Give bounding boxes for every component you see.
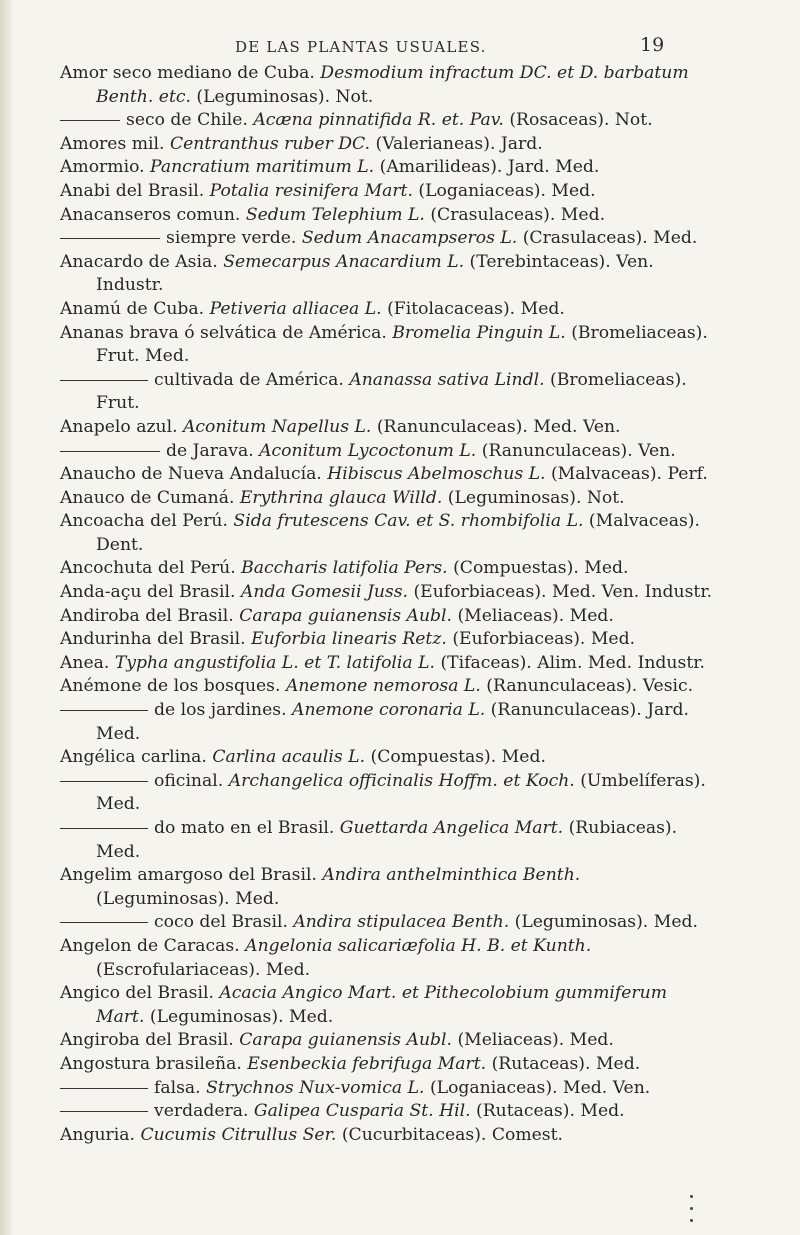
family-and-uses: (Cucurbitaceas). Comest. <box>336 1124 563 1145</box>
scientific-name: Carlina acaulis L. <box>212 747 366 768</box>
family-and-uses: (Umbelíferas). Med. <box>96 770 706 815</box>
family-and-uses: (Bromeliaceas). Frut. <box>96 369 687 414</box>
dictionary-entry <box>0 581 716 605</box>
family-and-uses: (Crasulaceas). Med. <box>424 204 606 225</box>
dictionary-entry <box>0 982 716 1029</box>
family-and-uses: (Rosaceas). Not. <box>503 110 653 131</box>
common-name: Angiroba del Brasil. <box>60 1030 240 1051</box>
dictionary-entry <box>0 251 716 298</box>
scientific-name: Strychnos Nux-vomica L. <box>206 1077 425 1098</box>
common-name: Anaucho de Nueva Andalucía. <box>60 464 328 485</box>
family-and-uses: (Loganiaceas). Med. <box>412 180 596 201</box>
dictionary-entry <box>0 109 716 133</box>
common-name: coco del Brasil. <box>154 912 294 933</box>
dictionary-entry <box>0 746 716 770</box>
common-name: Angelim amargoso del Brasil. <box>60 865 323 886</box>
repeat-dash <box>60 1111 148 1112</box>
common-name: Ananas brava ó selvática de América. <box>60 322 393 343</box>
scientific-name: Erythrina glauca Willd. <box>239 487 443 508</box>
scientific-name: Potalia resinifera Mart. <box>209 180 413 201</box>
family-and-uses: (Meliaceas). Med. <box>451 1030 614 1051</box>
dictionary-entry <box>0 1053 716 1077</box>
dictionary-entry <box>0 369 716 416</box>
scientific-name: Typha angustifolia L. et T. latifolia L. <box>114 652 435 673</box>
family-and-uses: (Rubiaceas). Med. <box>96 818 678 862</box>
scientific-name: Semecarpus Anacardium L. <box>223 251 465 272</box>
dictionary-entry <box>0 935 716 982</box>
scientific-name: Anda Gomesii Juss. <box>240 582 409 603</box>
dictionary-entry <box>0 557 716 581</box>
common-name: Andurinha del Brasil. <box>60 629 252 650</box>
repeat-dash <box>60 922 148 923</box>
scientific-name: Aconitum Napellus L. <box>183 416 372 437</box>
common-name: Ancoacha del Perú. <box>60 511 234 532</box>
family-and-uses: (Leguminosas). Not. <box>442 487 625 508</box>
scientific-name: Sida frutescens Cav. et S. rhombifolia L. <box>233 511 584 532</box>
family-and-uses: (Malvaceas). Perf. <box>545 464 708 485</box>
dictionary-entry <box>0 322 716 369</box>
common-name: Anabi del Brasil. <box>60 180 210 201</box>
common-name: Anea. <box>60 652 115 673</box>
scientific-name: Pancratium maritimum L. <box>150 157 375 178</box>
dictionary-entry <box>0 1077 716 1101</box>
scientific-name: Andira anthelminthica Benth. <box>322 865 581 886</box>
dictionary-entry <box>0 440 716 464</box>
family-and-uses: (Tifaceas). Alim. Med. Industr. <box>435 652 706 673</box>
dictionary-entry <box>0 416 716 440</box>
dictionary-entry <box>0 204 716 228</box>
common-name: Anauco de Cumaná. <box>60 487 240 508</box>
dictionary-entry <box>0 1029 716 1053</box>
scientific-name: Baccharis latifolia Pers. <box>241 558 448 579</box>
dictionary-entry <box>0 817 716 864</box>
family-and-uses: (Compuestas). Med. <box>365 747 546 768</box>
dictionary-entry <box>0 1100 716 1124</box>
scientific-name: Anemone nemorosa L. <box>285 676 481 697</box>
common-name: verdadera. <box>154 1101 254 1122</box>
scientific-name: Acæna pinnatifida R. et. Pav. <box>253 110 504 131</box>
family-and-uses: (Ranunculaceas). Jard. Med. <box>96 700 689 744</box>
common-name: Anda-açu del Brasil. <box>60 582 241 603</box>
common-name: siempre verde. <box>166 228 302 249</box>
scientific-name: Centranthus ruber DC. <box>169 133 371 154</box>
dictionary-entry <box>0 911 716 935</box>
repeat-dash <box>60 781 148 782</box>
common-name: de los jardines. <box>154 700 293 721</box>
common-name: cultivada de América. <box>154 369 350 390</box>
running-title: DE LAS PLANTAS USUALES. <box>235 38 487 56</box>
dictionary-entry <box>0 227 716 251</box>
scientific-name: Archangelica officinalis Hoffm. et Koch. <box>228 770 575 791</box>
dictionary-entry <box>0 180 716 204</box>
family-and-uses: (Fitolacaceas). Med. <box>381 298 565 319</box>
scientific-name: Cucumis Citrullus Ser. <box>140 1124 337 1145</box>
repeat-dash <box>60 710 148 711</box>
dictionary-entry <box>0 864 716 911</box>
page-number: 19 <box>640 34 665 56</box>
family-and-uses: (Leguminosas). Med. <box>96 888 280 909</box>
scientific-name: Galipea Cusparia St. Hil. <box>253 1101 471 1122</box>
scientific-name: Petiveria alliacea L. <box>209 298 382 319</box>
scientific-name: Sedum Anacampseros L. <box>301 228 518 249</box>
common-name: Anapelo azul. <box>60 416 184 437</box>
dictionary-entry <box>0 487 716 511</box>
repeat-dash <box>60 451 160 452</box>
dictionary-entry <box>0 156 716 180</box>
common-name: falsa. <box>154 1077 207 1098</box>
common-name: Andiroba del Brasil. <box>60 605 240 626</box>
scientific-name: Guettarda Angelica Mart. <box>339 818 564 838</box>
dictionary-entry <box>0 652 716 676</box>
common-name: seco de Chile. <box>126 110 254 131</box>
dictionary-entry <box>0 510 716 557</box>
dictionary-entry <box>0 605 716 629</box>
dictionary-entries <box>0 62 800 1147</box>
scientific-name: Acacia Angico Mart. et Pithecolobium gummiferum Mart. <box>96 983 668 1027</box>
family-and-uses: (Ranunculaceas). Vesic. <box>480 676 694 697</box>
common-name: Angostura brasileña. <box>60 1053 248 1074</box>
common-name: Anacanseros comun. <box>60 204 246 225</box>
common-name: do mato en el Brasil. <box>154 818 340 838</box>
scientific-name: Esenbeckia febrifuga Mart. <box>247 1053 487 1074</box>
scientific-name: Bromelia Pinguin L. <box>392 322 566 343</box>
family-and-uses: (Rutaceas). Med. <box>486 1053 641 1074</box>
repeat-dash <box>60 380 148 381</box>
common-name: Amormio. <box>60 157 151 178</box>
repeat-dash <box>60 828 148 829</box>
family-and-uses: (Meliaceas). Med. <box>451 605 614 626</box>
family-and-uses: (Euforbiaceas). Med. Ven. Industr. <box>408 582 713 603</box>
family-and-uses: (Leguminosas). Not. <box>190 86 374 107</box>
family-and-uses: (Valerianeas). Jard. <box>370 133 543 154</box>
scientific-name: Desmodium infractum DC. et D. barbatum Benth. etc. <box>96 63 689 107</box>
dictionary-entry <box>0 62 716 109</box>
ink-speck <box>690 1219 693 1222</box>
scientific-name: Aconitum Lycoctonum L. <box>259 440 477 461</box>
common-name: Angelon de Caracas. <box>60 935 246 956</box>
scientific-name: Ananassa sativa Lindl. <box>349 369 545 390</box>
family-and-uses: (Loganiaceas). Med. Ven. <box>424 1077 651 1098</box>
repeat-dash <box>60 1088 148 1089</box>
ink-speck <box>690 1195 693 1198</box>
common-name: Angico del Brasil. <box>60 983 220 1004</box>
dictionary-entry <box>0 675 716 699</box>
dictionary-entry <box>0 770 716 817</box>
scientific-name: Sedum Telephium L. <box>245 204 425 225</box>
common-name: Anamú de Cuba. <box>60 298 210 319</box>
family-and-uses: (Escrofulariaceas). Med. <box>96 959 311 980</box>
dictionary-entry <box>0 298 716 322</box>
family-and-uses: (Crasulaceas). Med. <box>517 228 698 249</box>
common-name: oficinal. <box>154 770 229 791</box>
repeat-dash <box>60 120 120 121</box>
scientific-name: Carapa guianensis Aubl. <box>239 605 452 626</box>
common-name: Anguria. <box>60 1124 141 1145</box>
family-and-uses: (Amarilideas). Jard. Med. <box>374 157 600 178</box>
family-and-uses: (Ranunculaceas). Med. Ven. <box>371 416 621 437</box>
family-and-uses: (Rutaceas). Med. <box>470 1101 625 1122</box>
family-and-uses: (Leguminosas). Med. <box>509 912 698 933</box>
dictionary-entry <box>0 699 716 746</box>
common-name: Amor seco mediano de Cuba. <box>60 63 321 83</box>
family-and-uses: (Ranunculaceas). Ven. <box>476 440 676 461</box>
dictionary-entry <box>0 463 716 487</box>
common-name: Anacardo de Asia. <box>60 251 224 272</box>
ink-speck <box>690 1207 693 1210</box>
scientific-name: Andira stipulacea Benth. <box>293 912 510 933</box>
common-name: Anémone de los bosques. <box>60 676 286 697</box>
dictionary-entry <box>0 133 716 157</box>
scientific-name: Angelonia salicariæfolia H. B. et Kunth. <box>245 935 592 956</box>
repeat-dash <box>60 238 160 239</box>
family-and-uses: (Terebintaceas). Ven. Industr. <box>96 251 654 296</box>
family-and-uses: (Leguminosas). Med. <box>144 1006 334 1027</box>
scientific-name: Carapa guianensis Aubl. <box>239 1030 452 1051</box>
scientific-name: Anemone coronaria L. <box>292 700 486 721</box>
common-name: Amores mil. <box>60 133 170 154</box>
scientific-name: Euforbia linearis Retz. <box>251 629 447 650</box>
family-and-uses: (Compuestas). Med. <box>447 558 629 579</box>
common-name: de Jarava. <box>166 440 260 461</box>
common-name: Angélica carlina. <box>60 747 213 768</box>
dictionary-entry <box>0 1124 716 1148</box>
dictionary-entry <box>0 628 716 652</box>
family-and-uses: (Euforbiaceas). Med. <box>446 629 636 650</box>
page-header <box>0 30 800 60</box>
scientific-name: Hibiscus Abelmoschus L. <box>327 464 546 485</box>
common-name: Ancochuta del Perú. <box>60 558 242 579</box>
family-and-uses: (Malvaceas). Dent. <box>96 511 700 555</box>
family-and-uses: (Bromeliaceas). Frut. Med. <box>96 322 708 367</box>
